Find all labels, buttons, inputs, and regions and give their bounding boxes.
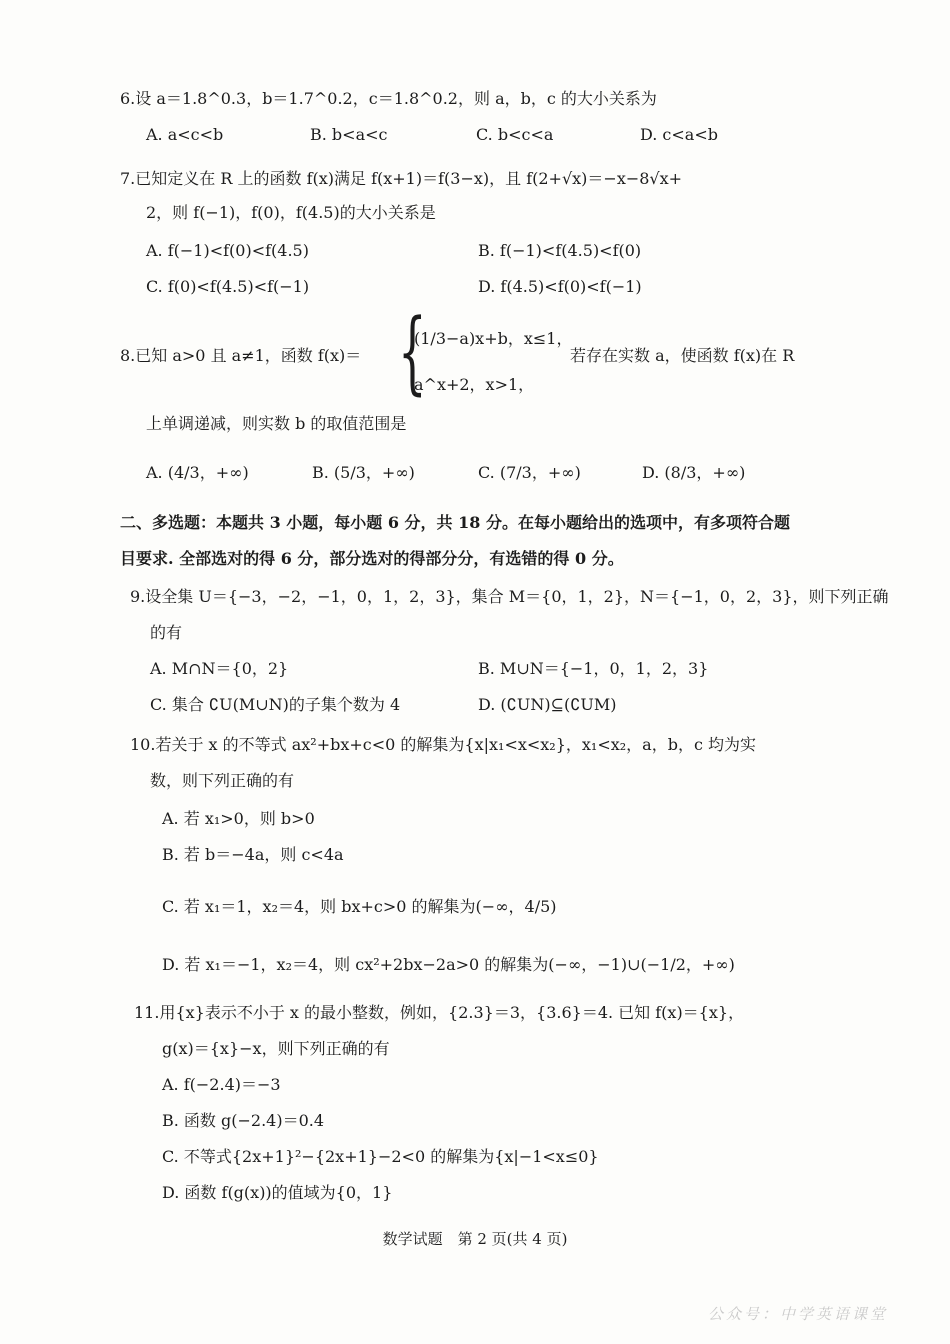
q11-option-a: A. f(−2.4)＝−3 <box>162 1075 281 1094</box>
q6-option-c: C. b<c<a <box>476 125 554 144</box>
q10-option-a: A. 若 x₁>0，则 b>0 <box>162 809 315 828</box>
q10-option-d: D. 若 x₁＝−1，x₂＝4，则 cx²+2bx−2a>0 的解集为(−∞，−1)∪(−1/2，+∞) <box>162 955 735 974</box>
q11-option-c: C. 不等式{2x+1}²−{2x+1}−2<0 的解集为{x|−1<x≤0} <box>162 1147 599 1166</box>
q10-stem-line2: 数，则下列正确的有 <box>150 771 295 790</box>
q10-stem-line1: 10.若关于 x 的不等式 ax²+bx+c<0 的解集为{x|x₁<x<x₂}，x₁<x₂，a，b，c 均为实 <box>130 735 757 754</box>
q8-stem-suffix: 若存在实数 a，使函数 f(x)在 R <box>570 346 795 365</box>
q7-option-b: B. f(−1)<f(4.5)<f(0) <box>478 241 642 260</box>
piecewise-brace: { <box>398 300 427 405</box>
q6-option-d: D. c<a<b <box>640 125 718 144</box>
q8-option-b: B. (5/3，+∞) <box>312 463 415 482</box>
section2-heading-line1: 二、多选题：本题共 3 小题，每小题 6 分，共 18 分。在每小题给出的选项中，有多项符合题 <box>120 513 790 532</box>
q11-option-d: D. 函数 f(g(x))的值域为{0，1} <box>162 1183 393 1202</box>
q8-option-a: A. (4/3，+∞) <box>146 463 249 482</box>
q9-stem-line1: 9.设全集 U＝{−3，−2，−1，0，1，2，3}，集合 M＝{0，1，2}，N＝{−1，0，2，3}，则下列正确 <box>130 587 889 606</box>
q11-option-b: B. 函数 g(−2.4)＝0.4 <box>162 1111 325 1130</box>
q7-stem-line1: 7.已知定义在 R 上的函数 f(x)满足 f(x+1)＝f(3−x)，且 f(2+√x)＝−x−8√x+ <box>120 169 683 188</box>
q9-option-c: C. 集合 ∁U(M∪N)的子集个数为 4 <box>150 695 401 714</box>
q8-case1: (1/3−a)x+b，x≤1， <box>414 329 573 348</box>
q7-option-d: D. f(4.5)<f(0)<f(−1) <box>478 277 642 296</box>
q7-option-a: A. f(−1)<f(0)<f(4.5) <box>146 241 309 260</box>
q10-option-b: B. 若 b＝−4a，则 c<4a <box>162 845 344 864</box>
q9-option-d: D. (∁UN)⊆(∁UM) <box>478 695 617 714</box>
q8-stem-line2: 上单调递减，则实数 b 的取值范围是 <box>146 414 407 433</box>
q9-option-a: A. M∩N＝{0，2} <box>150 659 289 678</box>
section2-heading-line2: 目要求. 全部选对的得 6 分，部分选对的得部分分，有选错的得 0 分。 <box>120 549 624 568</box>
page-footer: 数学试题 第 2 页(共 4 页) <box>382 1230 568 1248</box>
q6-option-b: B. b<a<c <box>310 125 388 144</box>
q11-stem-line2: g(x)＝{x}−x，则下列正确的有 <box>162 1039 390 1058</box>
q10-option-c: C. 若 x₁＝1，x₂＝4，则 bx+c>0 的解集为(−∞，4/5) <box>162 897 557 916</box>
q6-stem: 6.设 a＝1.8^0.3，b＝1.7^0.2，c＝1.8^0.2，则 a，b，c 的大小关系为 <box>120 89 657 108</box>
q9-option-b: B. M∪N＝{−1，0，1，2，3} <box>478 659 709 678</box>
q7-option-c: C. f(0)<f(4.5)<f(−1) <box>146 277 310 296</box>
q8-stem-prefix: 8.已知 a>0 且 a≠1，函数 f(x)＝ <box>120 346 362 365</box>
q8-case2: a^x+2，x>1， <box>414 375 535 394</box>
q8-option-d: D. (8/3，+∞) <box>642 463 746 482</box>
watermark: 公众号：中学英语课堂 <box>707 1305 888 1323</box>
q6-option-a: A. a<c<b <box>146 125 224 144</box>
q11-stem-line1: 11.用{x}表示不小于 x 的最小整数，例如，{2.3}＝3，{3.6}＝4. 已知 f(x)＝{x}， <box>134 1003 745 1022</box>
q8-option-c: C. (7/3，+∞) <box>478 463 581 482</box>
q9-stem-line2: 的有 <box>150 623 183 642</box>
q7-stem-line2: 2，则 f(−1)，f(0)，f(4.5)的大小关系是 <box>146 203 436 222</box>
